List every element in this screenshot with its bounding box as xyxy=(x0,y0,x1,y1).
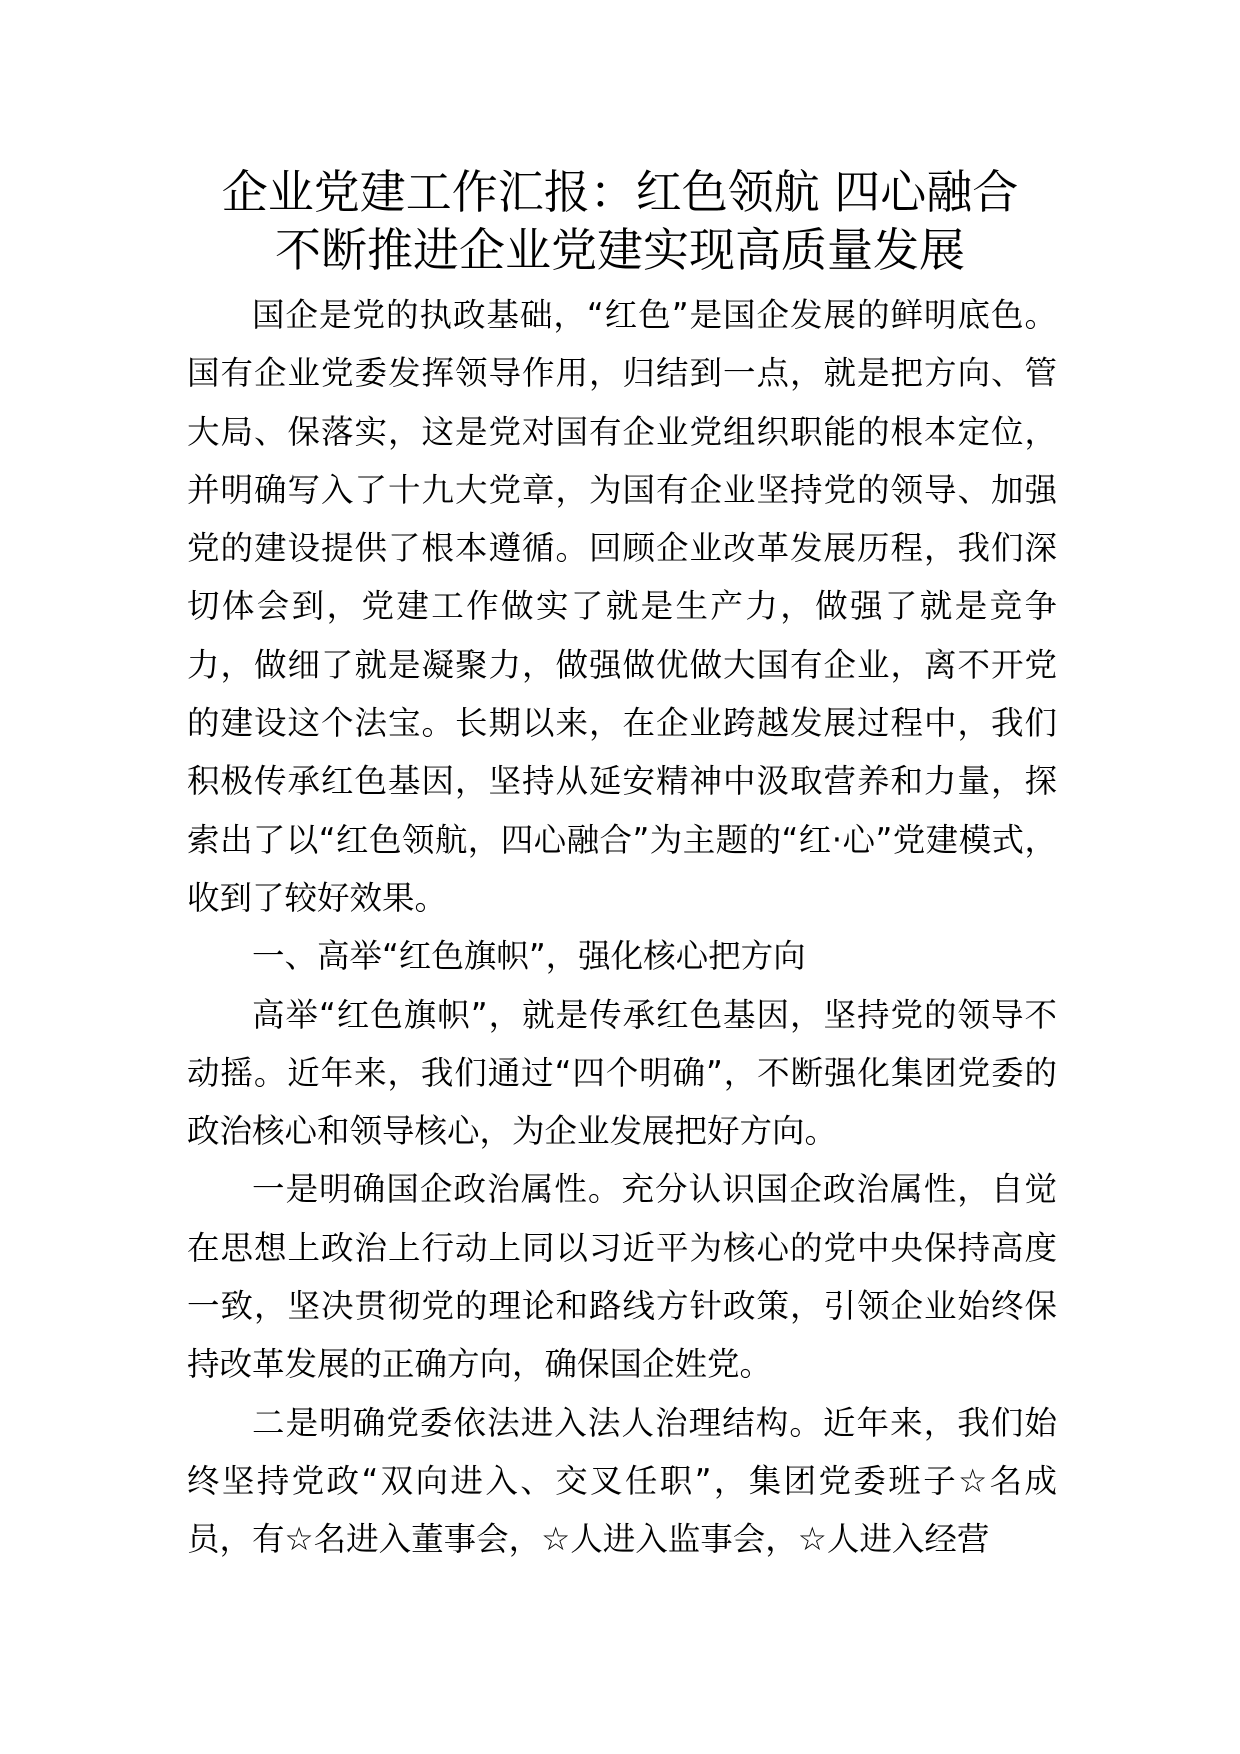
section-heading-1: 一、高举“红色旗帜”，强化核心把方向 xyxy=(252,937,806,976)
paragraph-section-1-intro: 高举“红色旗帜”，就是传承红色基因，坚持党的领导不动摇。近年来，我们通过“四个明确”，不断强化集团党委的政治核心和领导核心，为企业发展把好方向。 xyxy=(187,995,1057,1151)
paragraph-point-1: 一是明确国企政治属性。充分认识国企政治属性，自觉在思想上政治上行动上同以习近平为核心的党中央保持高度一致，坚决贯彻党的理论和路线方针政策，引领企业始终保持改革发展的正确方向，确保国企姓党。 xyxy=(187,1170,1057,1384)
paragraph-intro: 国企是党的执政基础，“红色”是国企发展的鲜明底色。国有企业党委发挥领导作用，归结到一点，就是把方向、管大局、保落实，这是党对国有企业党组织职能的根本定位，并明确写入了十九大党章，为国有企业坚持党的领导、加强党的建设提供了根本遵循。回顾企业改革发展历程，我们深切体会到，党建工作做实了就是生产力，做强了就是竞争力，做细了就是凝聚力，做强做优做大国有企业，离不开党的建设这个法宝。长期以来，在企业跨越发展过程中，我们积极传承红色基因，坚持从延安精神中汲取营养和力量，探索出了以“红色领航，四心融合”为主题的“红·心”党建模式，收到了较好效果。 xyxy=(187,296,1057,917)
document-title-line-2: 不断推进企业党建实现高质量发展 xyxy=(275,223,965,277)
paragraph-point-2: 二是明确党委依法进入法人治理结构。近年来，我们始终坚持党政“双向进入、交叉任职”，集团党委班子☆名成员，有☆名进入董事会，☆人进入监事会，☆人进入经营 xyxy=(187,1403,1057,1559)
document-title-line-1: 企业党建工作汇报：红色领航 四心融合 xyxy=(221,165,1019,219)
document-body xyxy=(187,286,1057,1569)
